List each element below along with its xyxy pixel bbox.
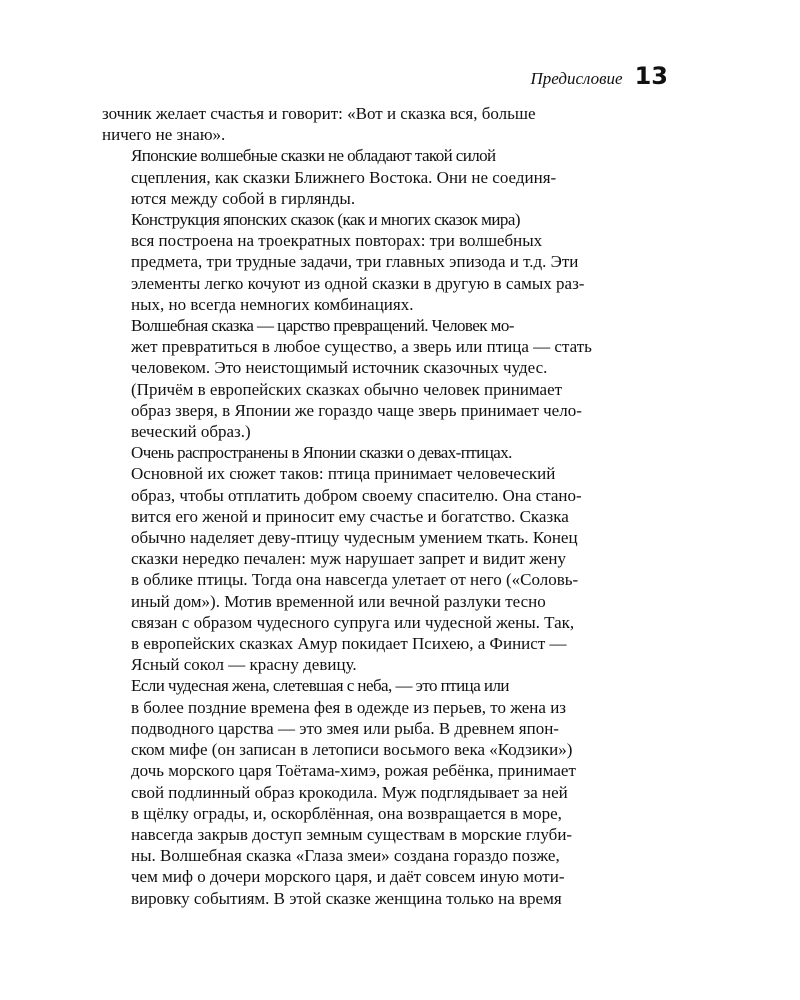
paragraph [102,315,668,442]
text-line: Основной их сюжет таков: птица принимает человеческий [131,464,556,484]
text-line: ском мифе (он записан в летописи восьмого века «Кодзики») [131,740,573,760]
text-line: ны. Волшебная сказка «Глаза змеи» создана гораздо позже, [131,846,560,866]
text-line: обычно наделяет деву-птицу чудесным умением ткать. Конец [131,528,578,548]
text-line: предмета, три трудные задачи, три главных эпизода и т.д. Эти [131,252,579,272]
text-line: Ясный сокол — красну девицу. [131,655,357,675]
text-line: Очень распространены в Японии сказки о девах-птицах. [131,443,512,463]
text-line: (Причём в европейских сказках обычно человек принимает [131,379,563,399]
text-line: иный дом»). Мотив временной или вечной разлуки тесно [131,591,546,611]
body-text [102,103,668,983]
paragraph [102,442,668,675]
text-line: Волшебная сказка — царство превращений. Человек мо- [131,316,514,336]
text-line: Если чудесная жена, слетевшая с неба, — это птица или [131,676,509,696]
text-line: связан с образом чудесного супруга или чудесной жены. Так, [131,612,575,632]
text-line: навсегда закрыв доступ земным существам в морские глуби- [131,824,573,844]
paragraph [102,103,668,145]
text-line: элементы легко кочуют из одной сказки в другую в самых раз- [131,273,585,293]
section-title: Предисловие [530,69,623,88]
paragraph [102,145,668,209]
text-line: жет превратиться в любое существо, а зверь или птица — стать [131,337,592,357]
text-line: вся построена на троекратных повторах: три волшебных [131,231,543,251]
text-line: свой подлинный образ крокодила. Муж подглядывает за ней [131,782,568,802]
text-line: Японские волшебные сказки не обладают такой силой [131,146,496,166]
text-line: подводного царства — это змея или рыба. В древнем япон- [131,718,559,738]
text-line: вится его женой и приносит ему счастье и богатство. Сказка [131,506,569,526]
text-line: зочник желает счастья и говорит: «Вот и сказка вся, больше [102,104,536,123]
paragraph [102,675,668,908]
text-line: ных, но всегда немногих комбинациях. [131,294,414,314]
paragraph [102,209,668,315]
text-line: в европейских сказках Амур покидает Психею, а Финист — [131,634,567,654]
running-head [500,62,668,96]
text-line: образ, чтобы отплатить добром своему спасителю. Она стано- [131,485,582,505]
text-line: в более поздние времена фея в одежде из перьев, то жена из [131,697,567,717]
text-line: сказки нередко печален: муж нарушает запрет и видит жену [131,549,566,569]
text-line: чем миф о дочери морского царя, и даёт совсем иную моти- [131,867,565,887]
text-line: в облике птицы. Тогда она навсегда улетает от него («Соловь- [131,570,579,590]
text-line: вировку событиям. В этой сказке женщина только на время [131,888,562,908]
page-number: 13 [634,62,668,90]
text-line: дочь морского царя Тоётама-химэ, рожая ребёнка, принимает [131,761,576,781]
text-line: ются между собой в гирлянды. [131,188,356,208]
text-line: ничего не знаю». [102,125,226,145]
text-line: в щёлку ограды, и, оскорблённая, она возвращается в море, [131,803,562,823]
text-line: образ зверя, в Японии же гораздо чаще зверь принимает чело- [131,400,582,420]
text-line: человеком. Это неистощимый источник сказочных чудес. [131,358,548,378]
text-line: сцепления, как сказки Ближнего Востока. Они не соединя- [131,167,557,187]
text-line: веческий образ.) [131,422,251,442]
text-line: Конструкция японских сказок (как и многих сказок мира) [131,210,520,230]
